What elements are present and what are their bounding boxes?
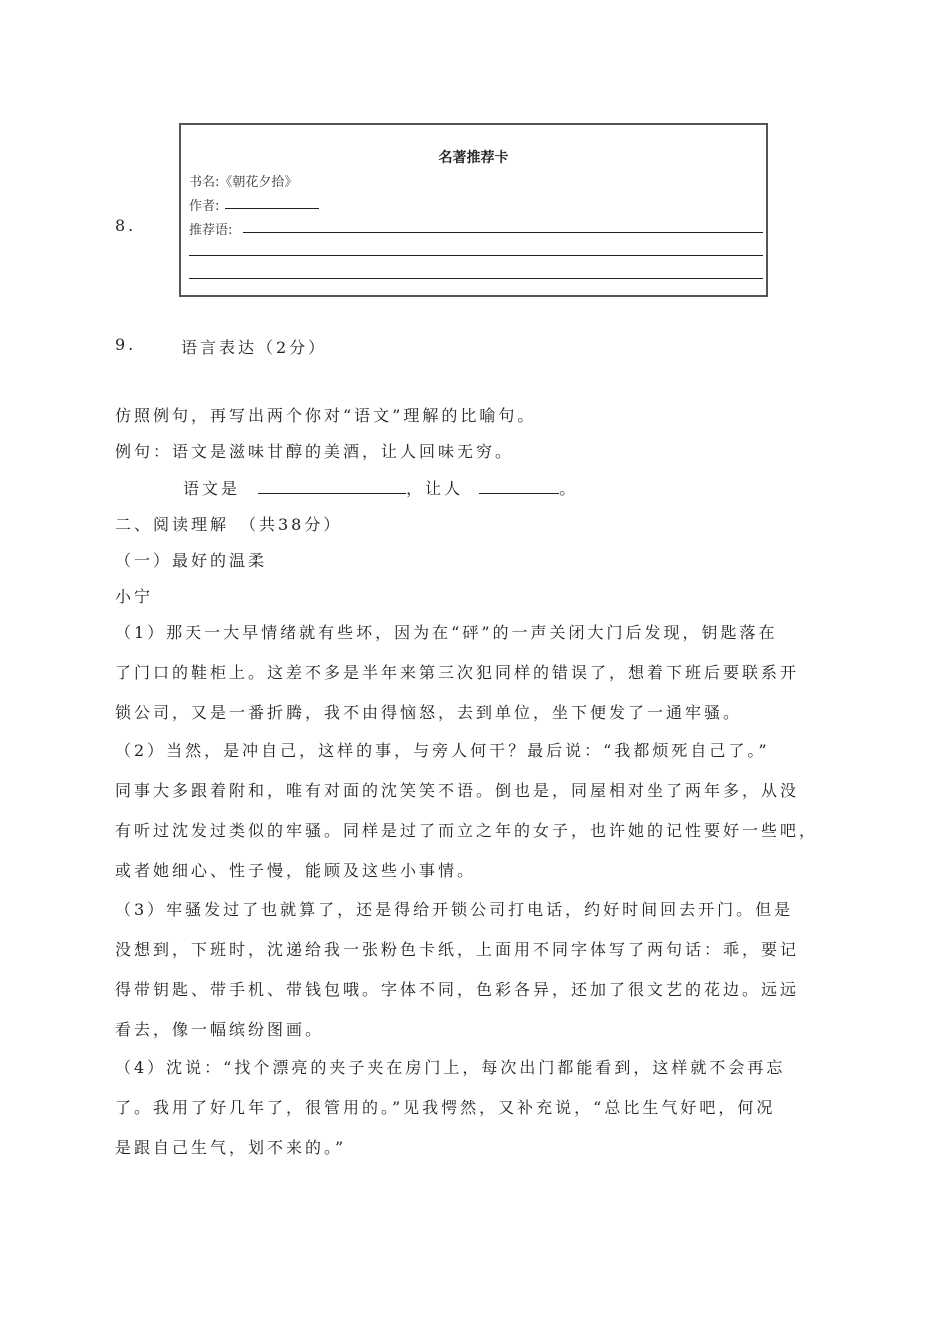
- recommend-blank-line-2: [189, 255, 763, 256]
- recommend-blank-line-1: [243, 232, 763, 233]
- passage-line: 有听过沈发过类似的牢骚。同样是过了而立之年的女子，也许她的记性要好一些吧，: [115, 821, 819, 840]
- author-blank-line: [225, 208, 319, 209]
- question-9-number: 9.: [115, 335, 137, 354]
- passage-line: 得带钥匙、带手机、带钱包哦。字体不同，色彩各异，还加了很文艺的花边。远远: [115, 980, 800, 999]
- fill-part-2: ，让人: [406, 479, 464, 498]
- passage-line: （4）沈说：“找个漂亮的夹子夹在房门上，每次出门都能看到，这样就不会再忘: [115, 1058, 786, 1077]
- passage-line: 是跟自己生气，划不来的。”: [115, 1138, 347, 1157]
- recommend-blank-line-3: [189, 278, 763, 279]
- question-8-number: 8.: [115, 216, 137, 235]
- card-recommend-label: 推荐语:: [189, 223, 233, 238]
- fill-blank-1: [258, 479, 406, 494]
- passage-line: 或者她细心、性子慢，能顾及这些小事情。: [115, 861, 477, 880]
- passage-author: 小宁: [115, 587, 154, 606]
- fill-part-1: 语文是: [183, 479, 241, 498]
- q9-fill-sentence: [183, 476, 578, 499]
- passage-line: 同事大多跟着附和，唯有对面的沈笑笑不语。倒也是，同屋相对坐了两年多，从没: [115, 781, 800, 800]
- passage-line: （3）牢骚发过了也就算了，还是得给开锁公司打电话，约好时间回去开门。但是: [115, 900, 794, 919]
- card-title: 名著推荐卡: [438, 150, 509, 166]
- passage-line: 了门口的鞋柜上。这差不多是半年来第三次犯同样的错误了，想着下班后要联系开: [115, 663, 800, 682]
- passage-line: 看去，像一幅缤纷图画。: [115, 1020, 325, 1039]
- fill-blank-2: [479, 479, 559, 494]
- book-recommendation-card: [179, 123, 768, 297]
- passage-line: 了。我用了好几年了，很管用的。”见我愕然，又补充说，“总比生气好吧，何况: [115, 1098, 776, 1117]
- q9-instruction: 仿照例句，再写出两个你对“语文”理解的比喻句。: [115, 406, 537, 425]
- passage-line: （1）那天一大早情绪就有些坏，因为在“砰”的一声关闭大门后发现，钥匙落在: [115, 623, 778, 642]
- section-2-subheading: （一）最好的温柔: [115, 551, 268, 570]
- card-author-label: 作者:: [189, 199, 220, 214]
- passage-line: 没想到，下班时，沈递给我一张粉色卡纸，上面用不同字体写了两句话：乖，要记: [115, 940, 800, 959]
- card-book-label: 书名:《朝花夕拾》: [189, 175, 298, 190]
- q9-example: 例句：语文是滋味甘醇的美酒，让人回味无穷。: [115, 442, 515, 461]
- section-2-heading: 二、阅读理解 （共38分）: [115, 515, 343, 534]
- fill-part-3: 。: [559, 479, 579, 498]
- question-9-title: 语言表达（2分）: [181, 338, 328, 357]
- passage-line: 锁公司，又是一番折腾，我不由得恼怒，去到单位，坐下便发了一通牢骚。: [115, 703, 743, 722]
- passage-line: （2）当然，是冲自己，这样的事，与旁人何干？最后说：“我都烦死自己了。”: [115, 741, 770, 760]
